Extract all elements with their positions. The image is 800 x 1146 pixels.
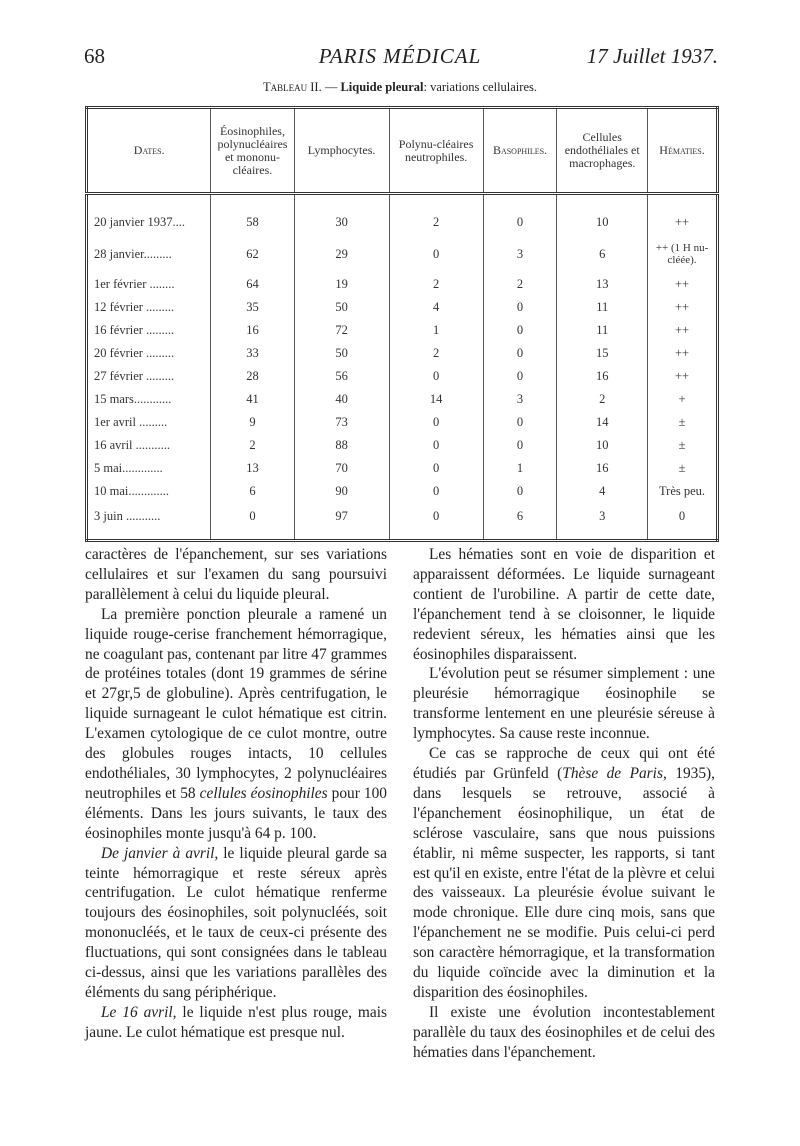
table-cell: 40 [294, 388, 389, 411]
table-cell: 35 [211, 296, 294, 319]
cell-variation-table [85, 106, 719, 542]
table-cell: 3 [557, 503, 648, 541]
table-cell: 2 [557, 388, 648, 411]
table-row [87, 319, 718, 342]
text-segment: Ce cas se rapproche de ceux qui ont été étudiés par Grünfeld ( [413, 745, 715, 782]
italic-text: Thèse de Paris [562, 764, 663, 782]
table-row [87, 365, 718, 388]
table-cell: 4 [557, 480, 648, 503]
table-cell: 5 mai............. [94, 461, 163, 475]
table-cell: 13 [211, 457, 294, 480]
text-segment: La première ponction pleurale a ramené un liquide rouge-cerise franchement hémorragique, ne coagulant pas, contenant par litre 47 grammes de protéines totales (dont 19 grammes de sérine et 27gr,5 de globuline). Après centrifugation, le liquide surnageant le culot hématique est citrin. L'examen cytologique de ce culot montre, outre des globules rouges intacts, 10 cellules endothéliales, 30 lymphocytes, 2 polynucléaires neutrophiles et 58 [85, 605, 387, 802]
text-segment: le liquide n'est plus rouge, mais jaune. Le culot hématique est presque nul. [85, 1003, 387, 1041]
table-cell: 1 [389, 319, 483, 342]
paragraph [413, 664, 715, 744]
table-cell: 62 [211, 235, 294, 273]
table-cell: 16 [211, 319, 294, 342]
table-cell: 0 [211, 503, 294, 541]
table-cell: 16 [557, 365, 648, 388]
table-cell: 33 [211, 342, 294, 365]
table-cell: + [648, 388, 718, 411]
table-cell: 90 [294, 480, 389, 503]
table-cell: 0 [648, 503, 718, 541]
column-header: Cellules endothéliales et macrophages. [557, 108, 648, 194]
table-cell: 0 [483, 365, 557, 388]
table-cell: 72 [294, 319, 389, 342]
issue-date: 17 Juillet 1937. [586, 44, 718, 68]
table-cell: 0 [389, 457, 483, 480]
table-cell: ++ [648, 296, 718, 319]
table-cell: 70 [294, 457, 389, 480]
paragraph [85, 545, 387, 605]
text-segment: , 1935), dans lesquels se retrouve, associé à l'épanchement éosinophilique, un état de sclérose vasculaire, sans que nous puissions établir, ni même suspecter, les rapports, si tant est qu'il en existe, entre l'état de la plèvre et celui des vaisseaux. La pleurésie évolue suivant le mode chronique. Elle dure cinq mois, sans que l'épanchement ne se modifie. Puis celui-ci perd son caractère hémorragique, et la transformation du liquide coïncide avec la diminution et la disparition des éosinophiles. [413, 764, 715, 1001]
table-header-row [87, 108, 718, 194]
table-row [87, 457, 718, 480]
table-cell: 50 [294, 342, 389, 365]
table-cell: 9 [211, 411, 294, 434]
table-cell: 11 [557, 319, 648, 342]
table-cell: Très peu. [648, 480, 718, 503]
table-cell: 19 [294, 273, 389, 296]
table-cell: 13 [557, 273, 648, 296]
table-cell: 1er février ........ [94, 277, 175, 291]
table-cell: 15 mars............ [94, 392, 172, 406]
journal-title: PARIS MÉDICAL [318, 44, 482, 68]
caption-title: Liquide pleural [340, 80, 424, 94]
paragraph [413, 744, 715, 1003]
text-segment: L'évolution peut se résumer simplement : une pleurésie hémorragique éosinophile se transforme lentement en une pleurésie séreuse à lymphocytes. Sa cause reste inconnue. [413, 665, 715, 743]
paragraph [85, 844, 387, 1003]
table-cell: 15 [557, 342, 648, 365]
table-cell: 6 [211, 480, 294, 503]
table-cell: 0 [483, 319, 557, 342]
table-cell: 3 juin ........... [94, 508, 161, 523]
table-cell: ++ [648, 273, 718, 296]
table-cell: 0 [483, 194, 557, 236]
table-cell: 2 [211, 434, 294, 457]
table-cell: 0 [389, 503, 483, 541]
table-cell: ± [648, 457, 718, 480]
table-cell: 0 [389, 434, 483, 457]
table-row [87, 388, 718, 411]
table-cell: 73 [294, 411, 389, 434]
right-text-column [413, 545, 715, 1063]
table-cell: 28 [211, 365, 294, 388]
table-cell: 1 [483, 457, 557, 480]
text-segment: le liquide pleural garde sa teinte hémorragique et reste séreux après centrifugation. Le culot hématique renferme toujours des éosinophiles, soit polynucléés, soit mononucléés, et le taux de ceux-ci présente des fluctuations, qui sont consignées dans le tableau ci-dessus, ainsi que les variations parallèles des éléments du sang périphérique. [85, 844, 387, 1001]
table-cell: 58 [211, 194, 294, 236]
table-cell: 20 février ......... [94, 346, 175, 360]
table-cell: 29 [294, 235, 389, 273]
table-cell: 0 [483, 434, 557, 457]
table-cell: ++ (1 H nu-clééе). [648, 235, 718, 273]
table-cell: 27 février ......... [94, 369, 175, 383]
column-header: Éosinophiles, polynucléaires et mononu-cléaires. [211, 108, 294, 194]
italic-text: Le 16 avril, [101, 1003, 177, 1021]
paragraph [413, 1003, 715, 1063]
italic-text: De janvier à avril, [101, 844, 219, 862]
table-row [87, 503, 718, 541]
column-header: Dates. [87, 108, 211, 194]
table-cell: ++ [648, 319, 718, 342]
table-cell: 1er avril ......... [94, 415, 168, 429]
table-cell: ± [648, 434, 718, 457]
table-row [87, 411, 718, 434]
table-cell: 56 [294, 365, 389, 388]
table-cell: 4 [389, 296, 483, 319]
table-cell: 0 [389, 411, 483, 434]
column-header: Lymphocytes. [294, 108, 389, 194]
table-cell: 50 [294, 296, 389, 319]
text-segment: Il existe une évolution incontestablement parallèle du taux des éosinophiles et de celui des hématies dans l'épanchement. [413, 1003, 715, 1061]
table-cell: 16 avril ........... [94, 438, 171, 452]
text-segment: caractères de l'épanchement, sur ses variations cellulaires et sur l'examen du sang poursuivi parallèlement à celui du liquide pleural. [85, 546, 387, 603]
table-row [87, 342, 718, 365]
caption-label: Tableau II. [263, 80, 322, 94]
table-row [87, 434, 718, 457]
caption-sep: — [321, 80, 341, 94]
table-cell: 10 [557, 194, 648, 236]
left-text-column [85, 545, 387, 1043]
column-header: Basophiles. [483, 108, 557, 194]
table-cell: 3 [483, 235, 557, 273]
table-cell: 28 janvier......... [94, 246, 172, 261]
paragraph [413, 545, 715, 664]
table-cell: 16 février ......... [94, 323, 175, 337]
table-row [87, 480, 718, 503]
text-segment: Les hématies sont en voie de disparition et apparaissent déformées. Le liquide surnageant contient de l'urobiline. A partir de cette date, l'épanchement tend à se cloisonner, le liquide redevient séreux, les hématies ainsi que les éosinophiles disparaissent. [413, 546, 715, 663]
table-cell: 2 [389, 342, 483, 365]
table-cell: 0 [483, 342, 557, 365]
table-cell: ± [648, 411, 718, 434]
column-header: Hématies. [648, 108, 718, 194]
table-cell: 3 [483, 388, 557, 411]
table-cell: 0 [483, 296, 557, 319]
table-cell: 11 [557, 296, 648, 319]
table-cell: 0 [483, 480, 557, 503]
italic-text: cellules éosinophiles [199, 784, 328, 802]
table-row [87, 296, 718, 319]
table-cell: 97 [294, 503, 389, 541]
table-cell: ++ [648, 342, 718, 365]
table-cell: 88 [294, 434, 389, 457]
table-cell: ++ [648, 365, 718, 388]
table-cell: 14 [389, 388, 483, 411]
page-number: 68 [84, 44, 105, 68]
table-cell: 20 janvier 1937.... [94, 214, 185, 229]
table-cell: 6 [557, 235, 648, 273]
table-cell: 6 [483, 503, 557, 541]
table-cell: 41 [211, 388, 294, 411]
table-cell: 14 [557, 411, 648, 434]
table-caption [0, 80, 800, 95]
table-cell: 0 [389, 480, 483, 503]
caption-rest: : variations cellulaires. [423, 80, 537, 94]
table-cell: 10 [557, 434, 648, 457]
table-cell: 64 [211, 273, 294, 296]
table-cell: 10 mai............. [94, 484, 169, 498]
table-row [87, 194, 718, 236]
paragraph [85, 605, 387, 844]
table-row [87, 235, 718, 273]
table-cell: 12 février ......... [94, 300, 175, 314]
table-cell: ++ [648, 194, 718, 236]
text-segment: pour 100 éléments. Dans les jours suivants, le taux des éosinophiles monte jusqu'à 64 p. 100. [85, 784, 387, 842]
paragraph [85, 1003, 387, 1043]
table-cell: 0 [483, 411, 557, 434]
table-cell: 0 [389, 365, 483, 388]
table-cell: 16 [557, 457, 648, 480]
table-cell: 30 [294, 194, 389, 236]
table-cell: 0 [389, 235, 483, 273]
table-cell: 2 [389, 273, 483, 296]
table-cell: 2 [483, 273, 557, 296]
column-header: Polynu-cléaires neutrophiles. [389, 108, 483, 194]
table-cell: 2 [389, 194, 483, 236]
table-row [87, 273, 718, 296]
